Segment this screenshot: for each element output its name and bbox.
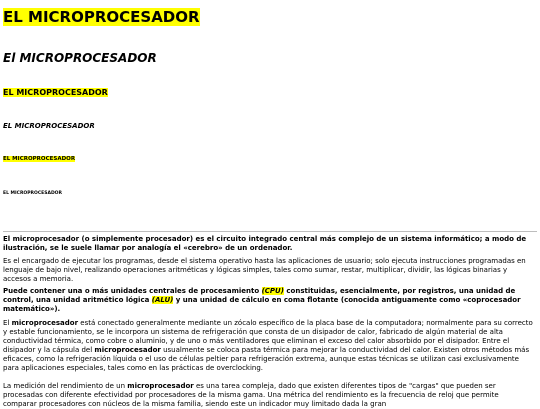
heading-level-6: EL MICROPROCESADOR	[3, 191, 62, 196]
alu-highlight: (ALU)	[151, 296, 174, 304]
paragraph-cooling-text-b: está conectado generalmente mediante un zócalo específico de la placa base de la computadora; normalmente para su correcto y estable funcionamiento, se le incorpora un sistema de refrigeración que consta de un disipador de calor, fabricado de algún material de alta conductividad térmica, como cobre o aluminio, y de uno o más ventiladores que eliminan el exceso del calor absorbido por el disipador. Entre el disipador y la cápsula del	[3, 319, 533, 354]
heading-level-3	[3, 88, 108, 97]
paragraph-components-text-b: constituidas, esencialmente, por registros, una unidad de control, una unidad aritmético lógica	[3, 287, 516, 304]
heading-level-3-text: EL MICROPROCESADOR	[3, 88, 108, 97]
paragraph-cooling-text-c: usualmente se coloca pasta térmica para mejorar la conductividad del calor. Existen otros métodos más eficaces, como la refrigeración líquida o el uso de células peltier para refrigeración extrema, aunque estas técnicas se utilizan casi exclusivamente para aplicaciones especiales, tales como en las prácticas de overclocking.	[3, 346, 530, 372]
paragraph-cooling-text-a: El	[3, 319, 12, 327]
paragraph-components-text-c: y una unidad de cálculo en coma flotante (conocida antiguamente como «coprocesador matemático»).	[3, 296, 521, 313]
heading-level-2: El MICROPROCESADOR	[3, 51, 157, 65]
heading-level-4: EL MICROPROCESADOR	[3, 122, 95, 130]
paragraph-performance-text-b: es una tarea compleja, dado que existen diferentes tipos de "cargas" que pueden ser procesadas con diferente efectividad por procesadores de la misma gama. Una métrica del rendimiento es la frecuencia de reloj que permite comparar procesadores con núcleos de la misma familia, siendo este un indicador muy limitado dada la gran	[3, 382, 499, 408]
microprocesador-keyword: microprocesador	[94, 346, 161, 354]
paragraph-components	[3, 287, 533, 314]
heading-level-5-text: EL MICROPROCESADOR	[3, 156, 76, 162]
heading-level-1-text: EL MICROPROCESADOR	[3, 8, 200, 26]
paragraph-intro: El microprocesador (o simplemente procesador) es el circuito integrado central más complejo de un sistema informático; a modo de ilustración, se le suele llamar por analogía el «cerebro» de un ordenador.	[3, 235, 527, 252]
horizontal-divider	[3, 231, 537, 232]
microprocesador-keyword: microprocesador	[11, 319, 79, 327]
heading-level-1	[3, 8, 200, 26]
microprocesador-keyword: microprocesador	[127, 382, 194, 390]
cpu-highlight: (CPU)	[261, 287, 284, 295]
heading-level-5	[3, 156, 75, 162]
paragraph-function: Es el encargado de ejecutar los programas, desde el sistema operativo hasta las aplicaciones de usuario; solo ejecuta instrucciones programadas en lenguaje de bajo nivel, realizando operaciones aritméticas y lógicas simples, tales como sumar, restar, multiplicar, dividir, las lógicas binarias y accesos a memoria.	[3, 257, 526, 283]
paragraph-components-text-a: Puede contener una o más unidades centrales de procesamiento	[3, 287, 262, 295]
paragraph-cooling	[3, 319, 533, 373]
paragraph-performance-text-a: La medición del rendimiento de un	[3, 382, 128, 390]
